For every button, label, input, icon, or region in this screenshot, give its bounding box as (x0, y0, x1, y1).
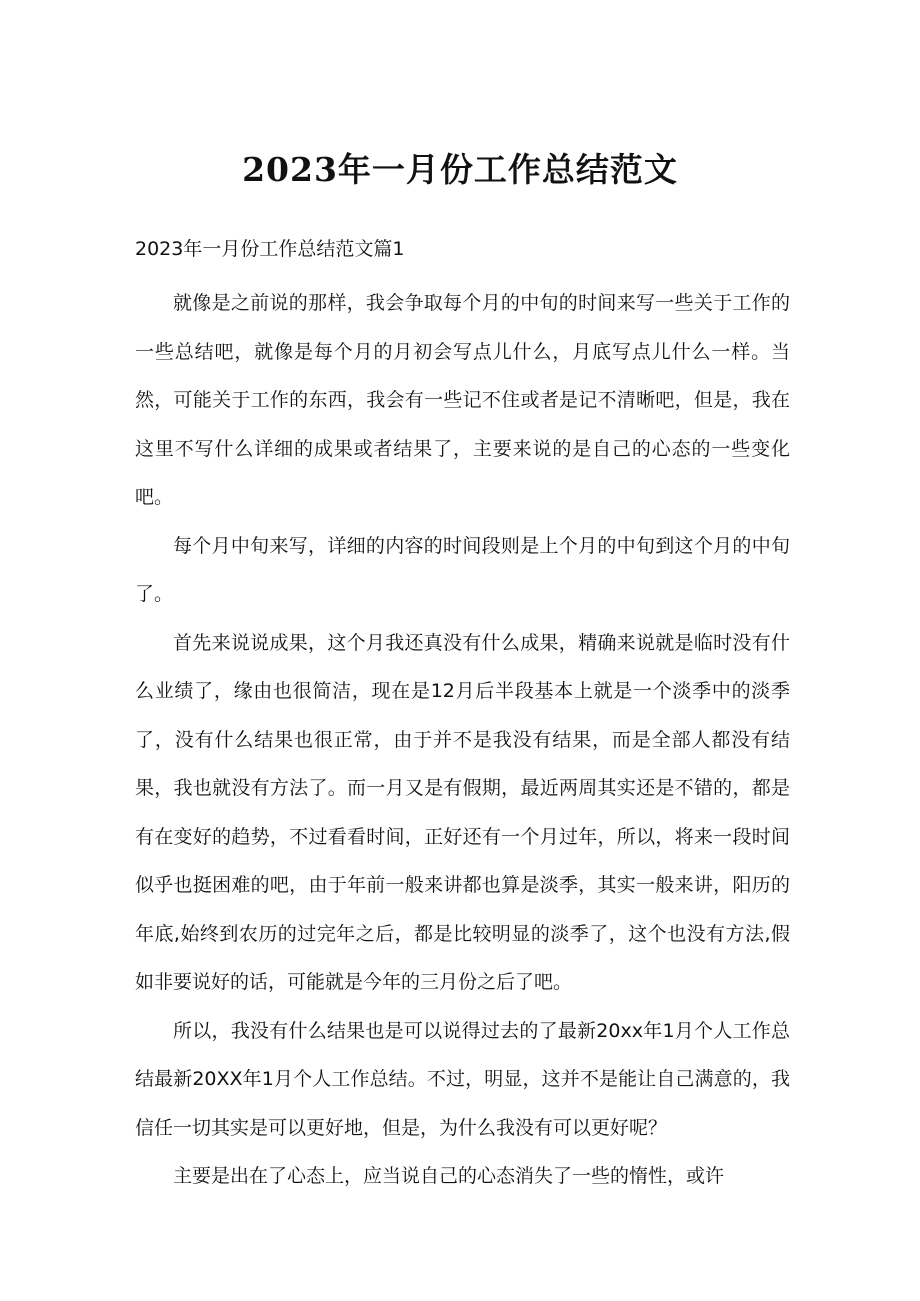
paragraph: 所以，我没有什么结果也是可以说得过去的了最新20xx年1月个人工作总结最新20XX年1月个人工作总结。不过，明显，这并不是能让自己满意的，我信任一切其实是可以更好地，但是，为什么我没有可以更好呢？ (135, 1019, 790, 1139)
section-heading: 2023年一月份工作总结范文篇1 (135, 238, 405, 260)
paragraph: 就像是之前说的那样，我会争取每个月的中旬的时间来写一些关于工作的一些总结吧，就像是每个月的月初会写点儿什么，月底写点儿什么一样。当然，可能关于工作的东西，我会有一些记不住或者是记不清晰吧，但是，我在这里不写什么详细的成果或者结果了，主要来说的是自己的心态的一些变化吧。 (135, 292, 790, 508)
paragraph: 主要是出在了心态上，应当说自己的心态消失了一些的惰性，或许 (173, 1165, 725, 1187)
document-title: 2023年一月份工作总结范文 (242, 150, 678, 189)
paragraph: 每个月中旬来写，详细的内容的时间段则是上个月的中旬到这个月的中旬了。 (135, 534, 790, 605)
paragraph: 首先来说说成果，这个月我还真没有什么成果，精确来说就是临时没有什么业绩了，缘由也很简洁，现在是12月后半段基本上就是一个淡季中的淡季了，没有什么结果也很正常，由于并不是我没有结果，而是全部人都没有结果，我也就没有方法了。而一月又是有假期，最近两周其实还是不错的，都是有在变好的趋势，不过看看时间，正好还有一个月过年，所以，将来一段时间似乎也挺困难的吧，由于年前一般来讲都也算是淡季，其实一般来讲，阳历的年底,始终到农历的过完年之后，都是比较明显的淡季了，这个也没有方法,假如非要说好的话，可能就是今年的三月份之后了吧。 (135, 631, 790, 993)
document-body (135, 279, 790, 1201)
